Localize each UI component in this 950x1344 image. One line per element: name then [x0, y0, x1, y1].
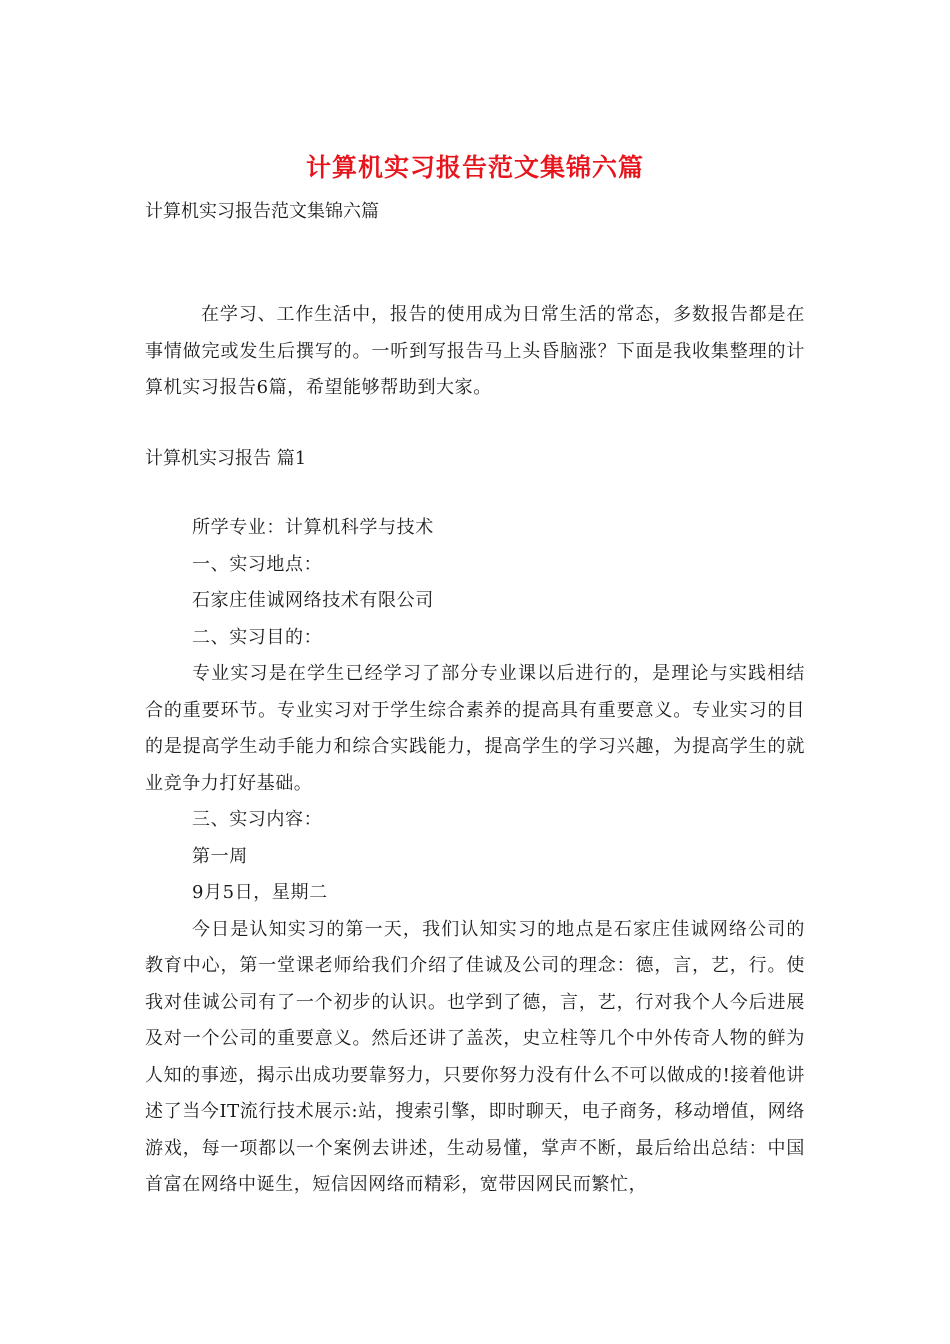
document-title: 计算机实习报告范文集锦六篇: [305, 153, 644, 182]
paragraph-week: 第一周: [192, 845, 248, 867]
paragraph-content-heading: 三、实习内容：: [192, 809, 323, 830]
paragraph-location-heading: 一、实习地点：: [192, 553, 323, 575]
paragraph-day-one: 今日是认知实习的第一天，我们认知实习的地点是石家庄佳诚网络公司的教育中心，第一堂课老师给我们介绍了佳诚及公司的理念：德，言，艺，行。使我对佳诚公司有了一个初步的认识。也学到了德，言，艺，行对我个人今后进展及对一个公司的重要意义。然后还讲了盖茨，史立柱等几个中外传奇人物的鲜为人知的事迹，揭示出成功要靠努力，只要你努力没有什么不可以做成的!接着他讲述了当今IT流行技术展示:站，搜索引擎，即时聊天，电子商务，移动增值，网络游戏，每一项都以一个案例去讲述，生动易懂，掌声不断，最后给出总结：中国首富在网络中诞生，短信因网络而精彩，宽带因网民而繁忙，: [145, 918, 805, 1195]
paragraph-major: 所学专业：计算机科学与技术: [192, 517, 434, 538]
paragraph-purpose-heading: 二、实习目的：: [192, 626, 323, 648]
paragraph-date: 9月5日，星期二: [192, 882, 328, 903]
intro-paragraph: 在学习、工作生活中，报告的使用成为日常生活的常态，多数报告都是在事情做完或发生后撰写的。一听到写报告马上头昏脑涨？下面是我收集整理的计算机实习报告6篇，希望能够帮助到大家。: [145, 304, 805, 398]
section-heading: 计算机实习报告 篇1: [145, 448, 307, 469]
paragraph-location: 石家庄佳诚网络技术有限公司: [192, 590, 434, 611]
document-subtitle: 计算机实习报告范文集锦六篇: [145, 201, 379, 222]
paragraph-purpose: 专业实习是在学生已经学习了部分专业课以后进行的，是理论与实践相结合的重要环节。专业实习对于学生综合素养的提高具有重要意义。专业实习的目的是提高学生动手能力和综合实践能力，提高学生的学习兴趣，为提高学生的就业竞争力打好基础。: [145, 663, 805, 794]
report-content: [145, 510, 805, 1204]
